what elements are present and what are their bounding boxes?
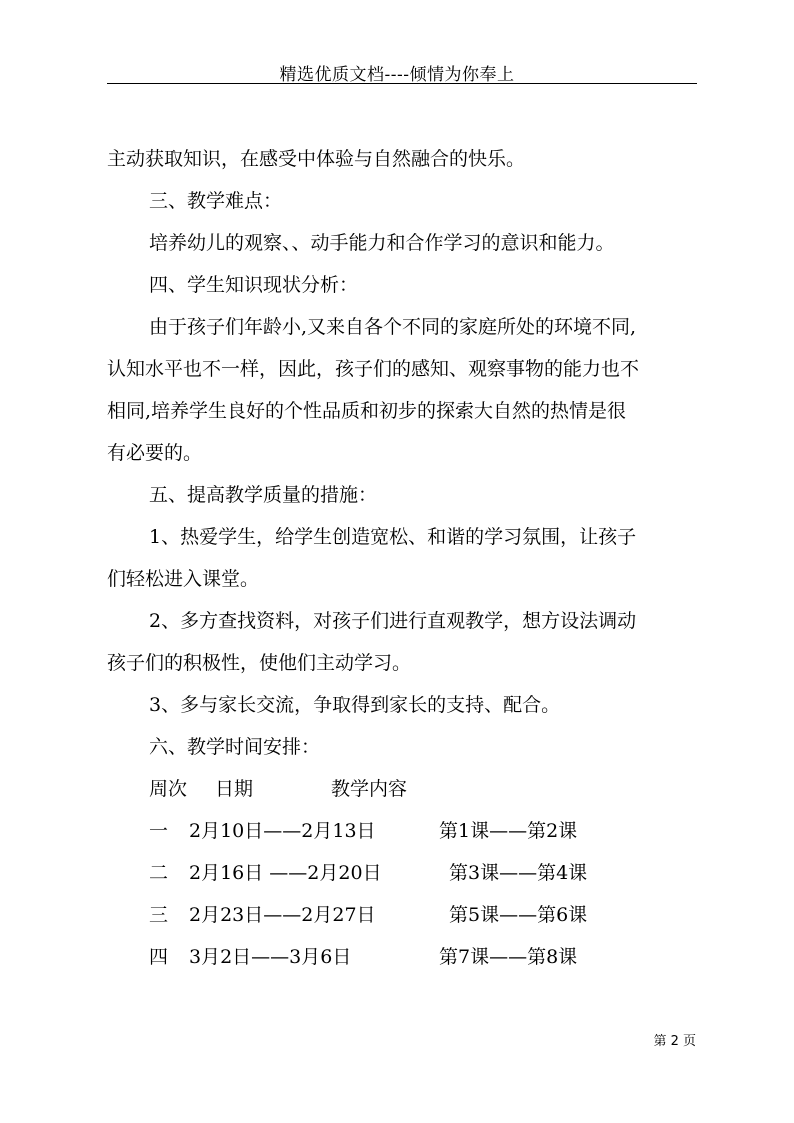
schedule-content: 第1课——第2课 bbox=[439, 820, 578, 842]
schedule-header-content: 教学内容 bbox=[331, 778, 408, 800]
schedule-week: 二 bbox=[149, 862, 169, 884]
schedule-date: 3月2日——3月6日 bbox=[189, 946, 352, 968]
schedule-content: 第3课——第4课 bbox=[449, 862, 588, 884]
schedule-content: 第5课——第6课 bbox=[449, 904, 588, 926]
paragraph-line: 由于孩子们年龄小,又来自各个不同的家庭所处的环境不同, bbox=[149, 316, 637, 338]
schedule-week: 一 bbox=[149, 820, 169, 842]
paragraph-line: 3、多与家长交流，争取得到家长的支持、配合。 bbox=[149, 694, 561, 716]
paragraph-line: 有必要的。 bbox=[107, 442, 203, 464]
schedule-date: 2月23日——2月27日 bbox=[189, 904, 376, 926]
paragraph-line: 2、多方查找资料，对孩子们进行直观教学，想方设法调动 bbox=[149, 610, 637, 632]
schedule-date: 2月10日——2月13日 bbox=[189, 820, 376, 842]
section-heading: 五、提高教学质量的措施： bbox=[149, 484, 378, 506]
paragraph-line: 培养幼儿的观察、、动手能力和合作学习的意识和能力。 bbox=[149, 232, 615, 254]
paragraph-line: 们轻松进入课堂。 bbox=[107, 568, 260, 590]
schedule-header-week: 周次 bbox=[149, 778, 188, 800]
section-heading: 三、教学难点： bbox=[149, 190, 283, 212]
header-divider bbox=[107, 83, 697, 84]
section-heading: 六、教学时间安排： bbox=[149, 736, 321, 758]
schedule-week: 四 bbox=[149, 946, 169, 968]
paragraph-line: 孩子们的积极性，使他们主动学习。 bbox=[107, 652, 412, 674]
section-heading: 四、学生知识现状分析： bbox=[149, 274, 359, 296]
paragraph-line: 主动获取知识，在感受中体验与自然融合的快乐。 bbox=[107, 148, 526, 170]
paragraph-line: 相同,培养学生良好的个性品质和初步的探索大自然的热情是很 bbox=[107, 400, 627, 422]
page-number: 第 2 页 bbox=[653, 1034, 696, 1049]
schedule-content: 第7课——第8课 bbox=[439, 946, 578, 968]
schedule-date: 2月16日 ——2月20日 bbox=[189, 862, 382, 884]
paragraph-line: 认知水平也不一样，因此，孩子们的感知、观察事物的能力也不 bbox=[107, 358, 640, 380]
schedule-week: 三 bbox=[149, 904, 169, 926]
header-title: 精选优质文档----倾情为你奉上 bbox=[279, 65, 515, 85]
schedule-header-date: 日期 bbox=[215, 778, 254, 800]
paragraph-line: 1、热爱学生，给学生创造宽松、和谐的学习氛围，让孩子 bbox=[149, 526, 637, 548]
